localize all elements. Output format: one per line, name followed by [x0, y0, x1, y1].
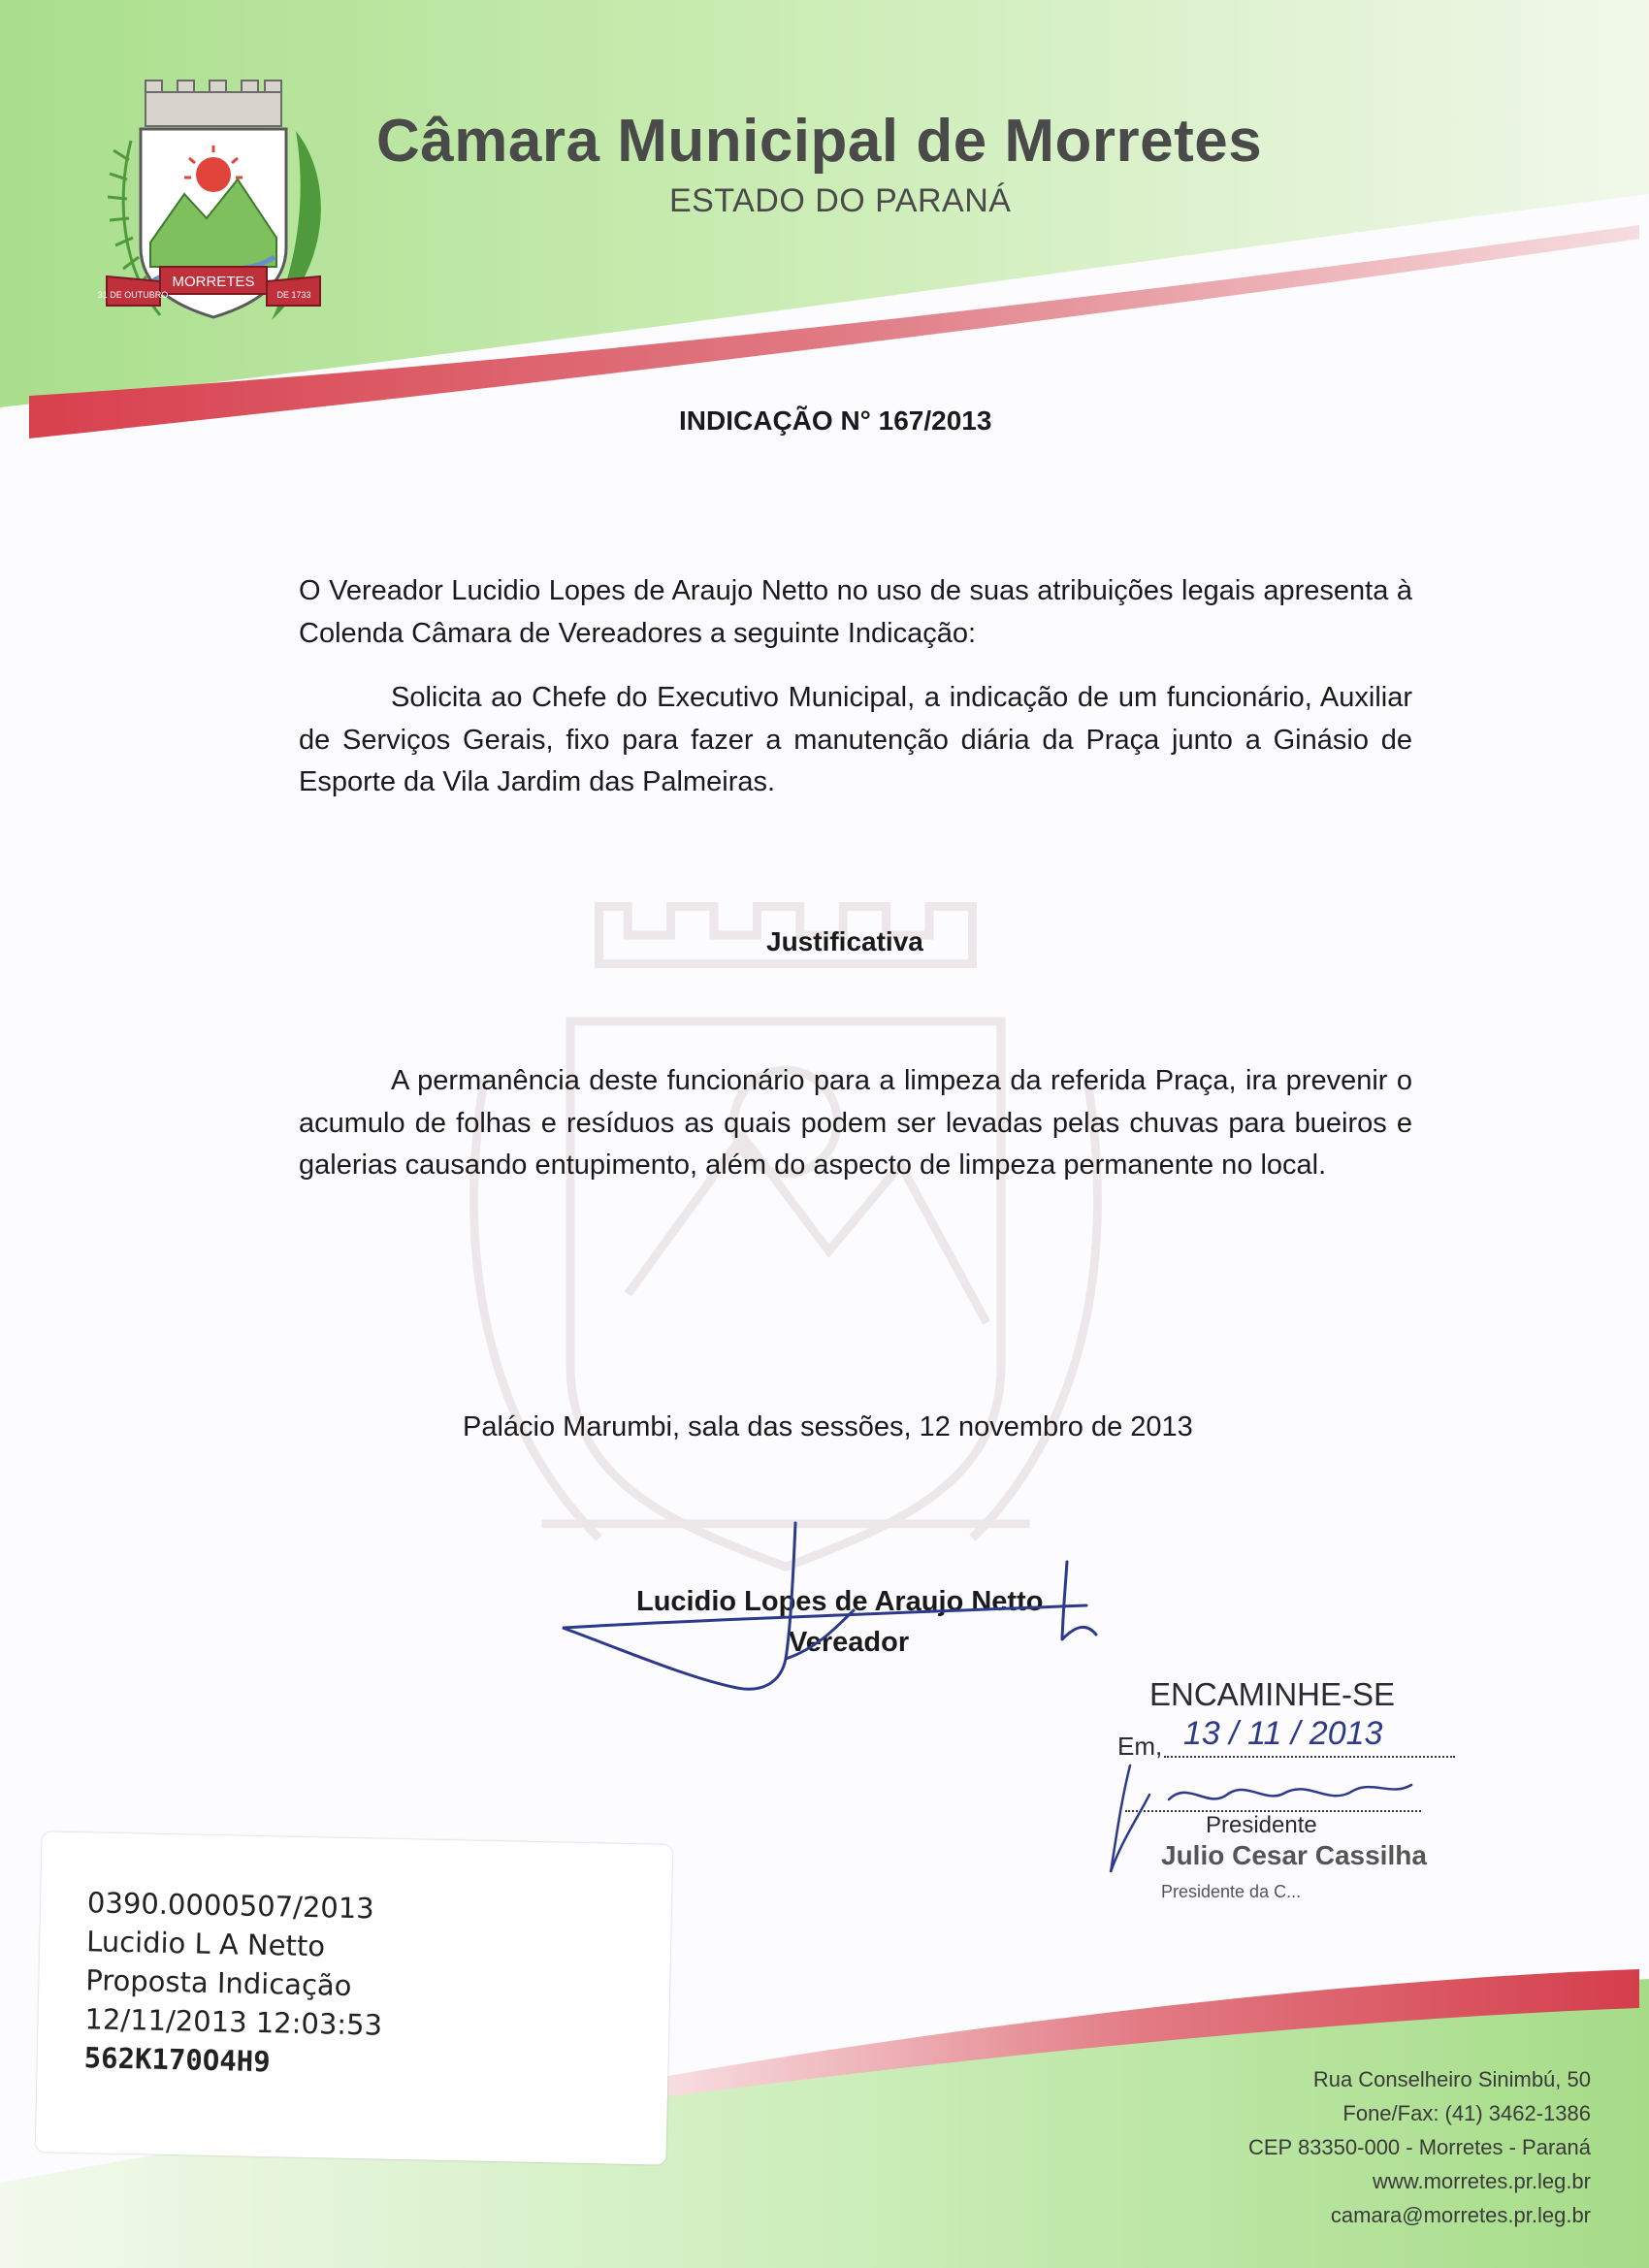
intro-paragraph: O Vereador Lucidio Lopes de Araujo Netto no uso de suas atribuições legais apresenta à Colenda Câmara de Vereadores a seguinte Indicação: [299, 575, 1412, 649]
signer-name: Lucidio Lopes de Araujo Netto [636, 1586, 1044, 1617]
stamp-role: Presidente [1206, 1812, 1317, 1838]
stamp-footer: Presidente da C... [1161, 1882, 1302, 1901]
document-heading: INDICAÇÃO N° 167/2013 [679, 405, 992, 436]
footer-address [1248, 2062, 1591, 2232]
stamp-title: ENCAMINHE-SE [1149, 1676, 1396, 1712]
protocol-label [36, 1831, 673, 2165]
crest-sun-icon [196, 157, 231, 192]
address-email[interactable]: camara@morretes.pr.leg.br [1330, 2203, 1591, 2227]
signer-role: Vereador [789, 1627, 910, 1658]
justification-title: Justificativa [766, 926, 923, 956]
place-date: Palácio Marumbi, sala das sessões, 12 novembro de 2013 [463, 1411, 1193, 1442]
municipal-crest [92, 73, 335, 364]
address-street: Rua Conselheiro Sinimbú, 50 [1312, 2067, 1591, 2091]
header-subtitle: ESTADO DO PARANÁ [669, 182, 1012, 219]
crest-ribbon-right: DE 1733 [276, 290, 311, 300]
justification-paragraph: A permanência deste funcionário para a limpeza da referida Praça, ira prevenir o acumulo de folhas e resíduos as quais podem ser levadas pelas chuvas para bueiros e galerias causando entupimento, além do aspecto de limpeza permanente no local. [299, 1065, 1412, 1181]
address-cep: CEP 83350-000 - Morretes - Paraná [1248, 2135, 1591, 2159]
address-phone: Fone/Fax: (41) 3462-1386 [1342, 2101, 1591, 2125]
protocol-type: Proposta Indicação [84, 1963, 352, 2002]
stamp-em-label: Em, [1117, 1732, 1163, 1761]
protocol-timestamp: 12/11/2013 12:03:53 [84, 2002, 383, 2042]
stamp-handwritten-date: 13 / 11 / 2013 [1183, 1715, 1383, 1752]
handwritten-signature [543, 1513, 1106, 1698]
protocol-code: 562K170O4H9 [83, 2041, 272, 2079]
protocol-number: 0390.0000507/2013 [86, 1886, 375, 1926]
stamp-name: Julio Cesar Cassilha [1161, 1840, 1427, 1870]
crest-ribbon-name: MORRETES [172, 274, 255, 290]
address-website[interactable]: www.morretes.pr.leg.br [1373, 2169, 1591, 2193]
header-title: Câmara Municipal de Morretes [376, 108, 1263, 175]
protocol-author: Lucidio L A Netto [85, 1925, 326, 1963]
request-paragraph: Solicita ao Chefe do Executivo Municipal, a indicação de um funcionário, Auxiliar de Serviços Gerais, fixo para fazer a manutenção diária da Praça junto a Ginásio de Esporte da Vila Jardim das Palmeiras. [299, 682, 1412, 797]
crest-ribbon-left: 31 DE OUTUBRO [97, 290, 169, 300]
crest-tower-icon [146, 81, 281, 126]
